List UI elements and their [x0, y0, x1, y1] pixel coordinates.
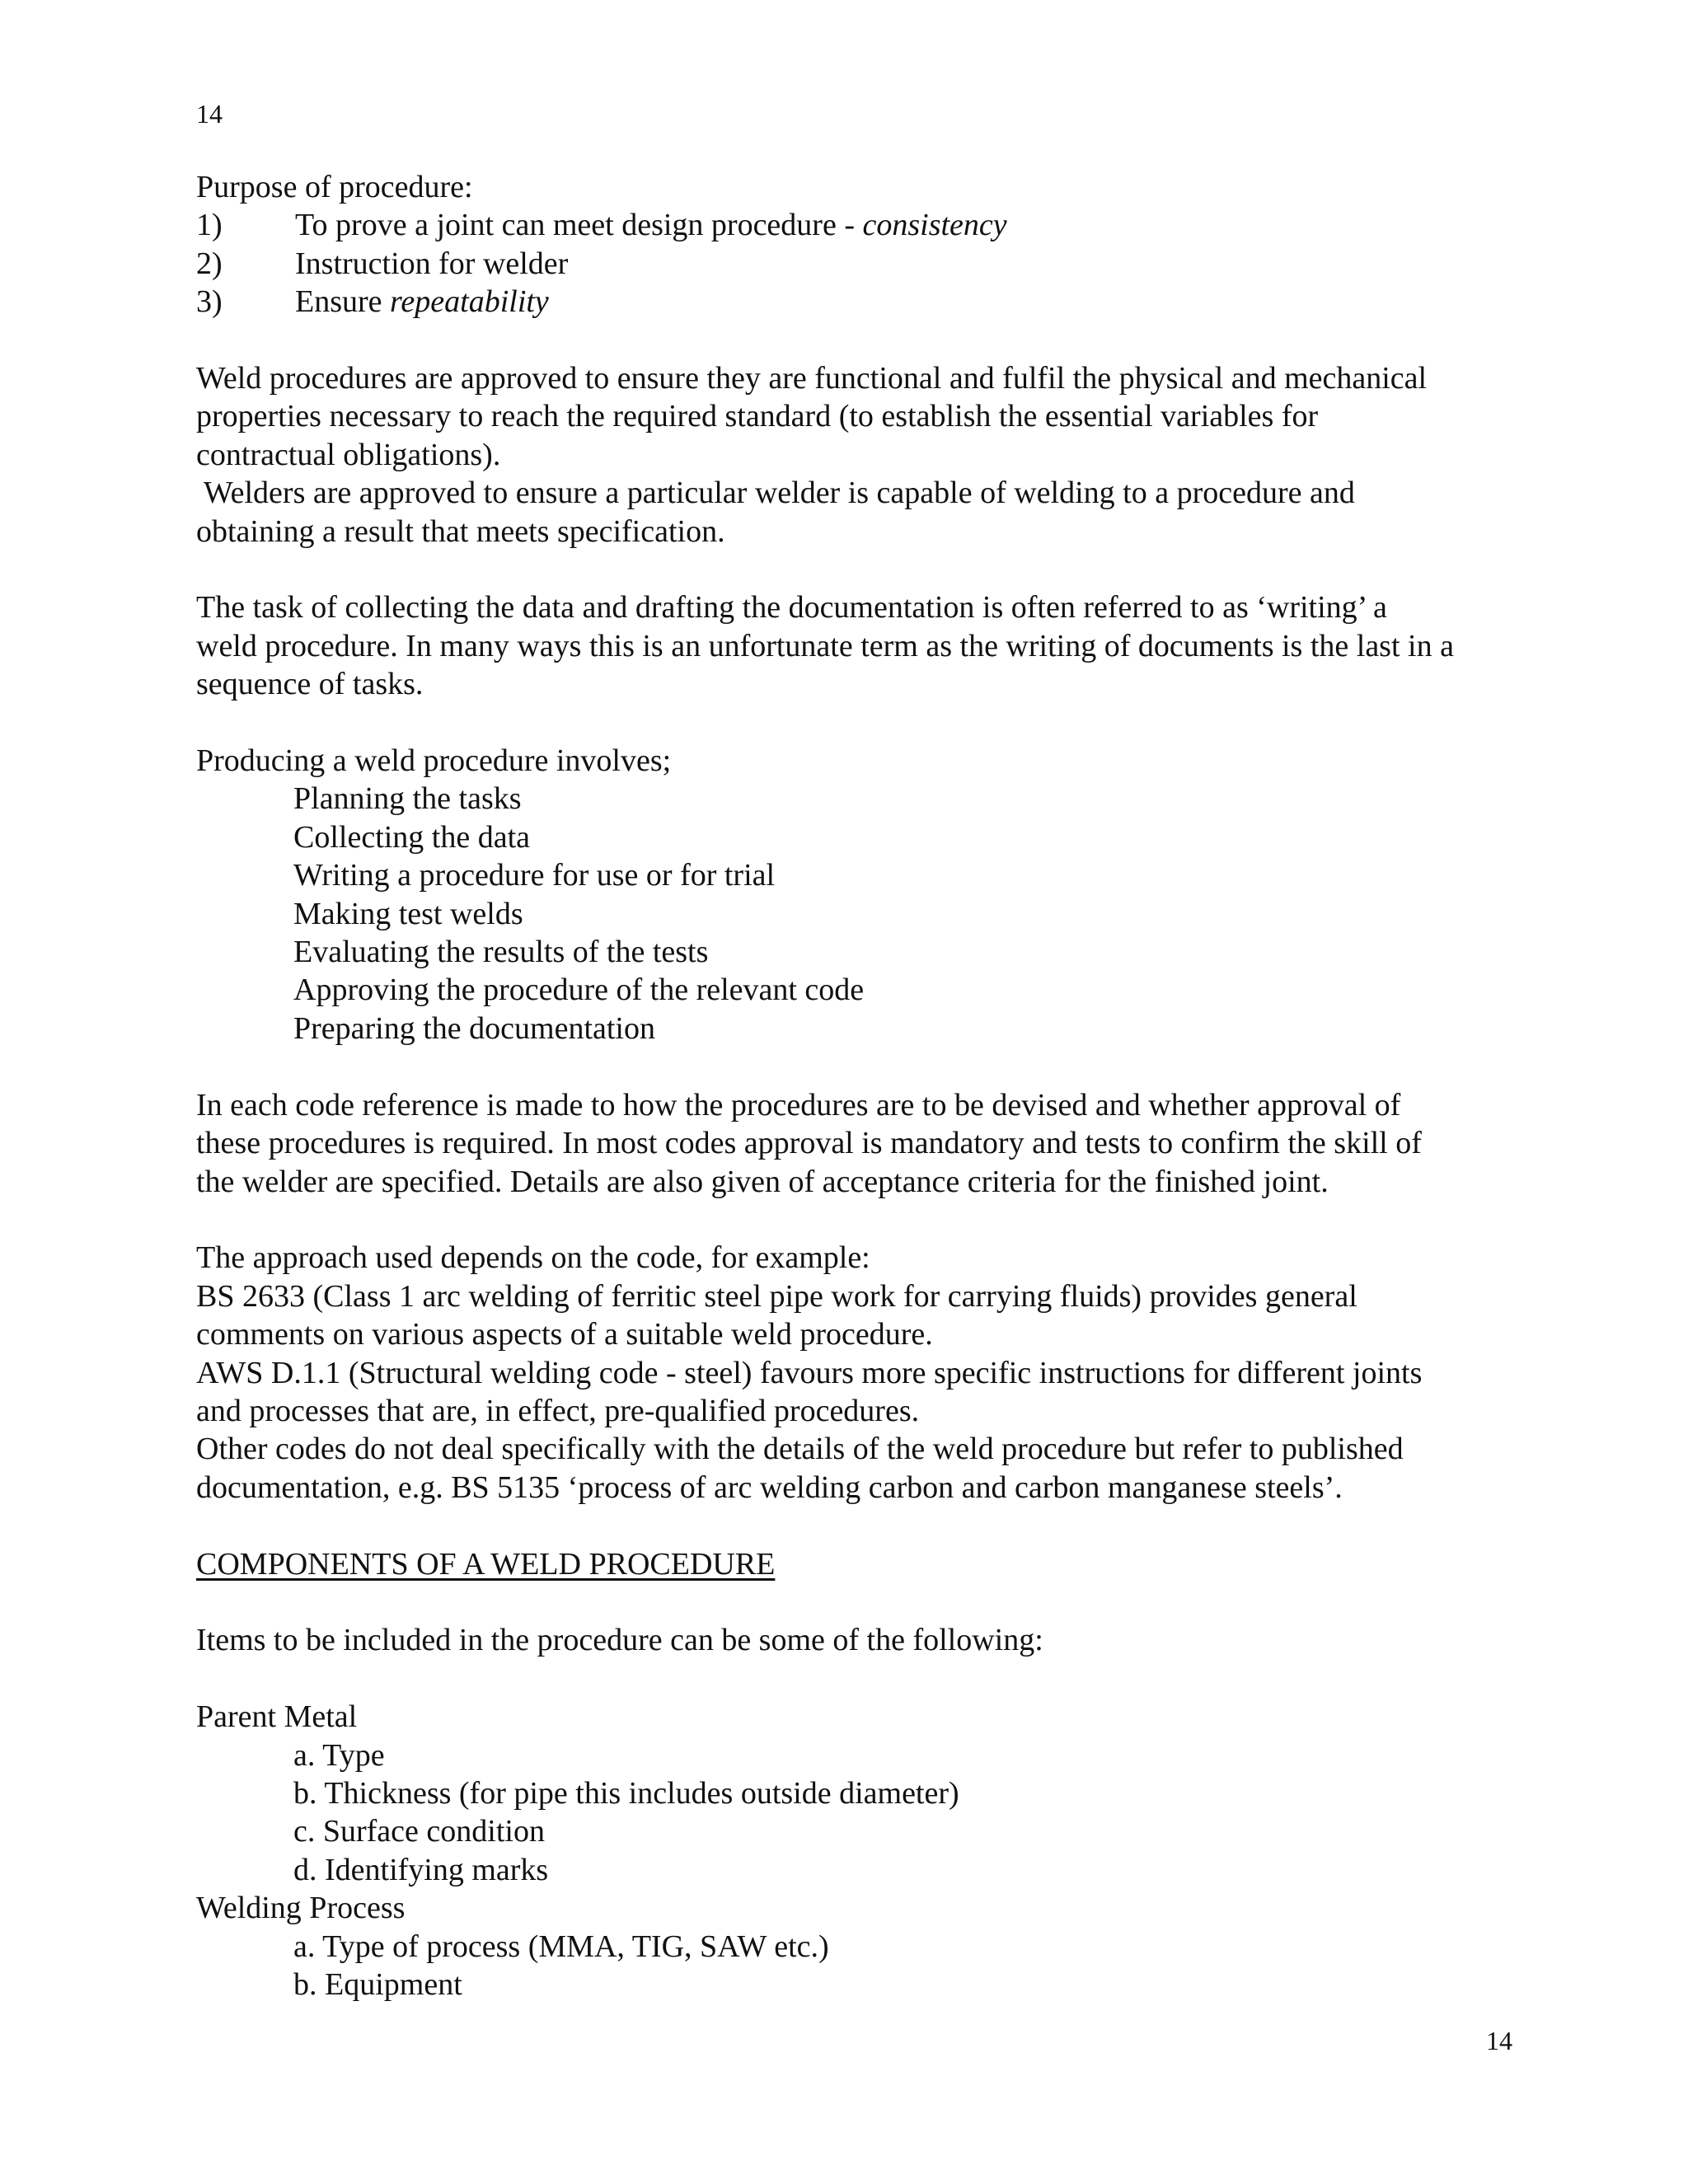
paragraph-line: The task of collecting the data and drafting the documentation is often referred to as ‘writing’ a [196, 590, 1387, 626]
paragraph-line: contractual obligations). [196, 437, 501, 472]
paragraph-line: AWS D.1.1 (Structural welding code - steel) favours more specific instructions for different joints [196, 1355, 1423, 1390]
purpose-item-emphasis: consistency [862, 208, 1007, 243]
producing-item: Collecting the data [293, 819, 531, 855]
producing-item: Approving the procedure of the relevant code [293, 972, 865, 1008]
paragraph-line: In each code reference is made to how the procedures are to be devised and whether approval of [196, 1087, 1401, 1122]
paragraph-line: Welders are approved to ensure a particular welder is capable of welding to a procedure and [196, 476, 1355, 511]
purpose-item-number: 1) [196, 208, 223, 243]
paragraph-line: weld procedure. In many ways this is an unfortunate term as the writing of documents is the last in a [196, 628, 1454, 663]
purpose-item [196, 283, 1515, 321]
parent-metal-item: d. Identifying marks [293, 1852, 549, 1887]
purpose-item-emphasis: repeatability [390, 284, 549, 320]
producing-item: Preparing the documentation [293, 1010, 655, 1046]
paragraph-approval [196, 359, 1515, 551]
welding-process-item: a. Type of process (MMA, TIG, SAW etc.) [293, 1929, 829, 1964]
paragraph-line: comments on various aspects of a suitable weld procedure. [196, 1317, 933, 1352]
purpose-item [196, 206, 1515, 244]
producing-item: Writing a procedure for use or for trial [293, 858, 776, 893]
producing-list [196, 780, 1515, 1047]
paragraph-codes [196, 1086, 1515, 1201]
paragraph-line: properties necessary to reach the required standard (to establish the essential variables for [196, 399, 1319, 434]
purpose-item [196, 245, 1515, 283]
purpose-item-text: Instruction for welder [295, 246, 569, 281]
producing-heading: Producing a weld procedure involves; [196, 743, 672, 779]
paragraph-line: sequence of tasks. [196, 667, 424, 702]
paragraph-line: and processes that are, in effect, pre-qualified procedures. [196, 1393, 920, 1428]
parent-metal-item: a. Type [293, 1737, 385, 1773]
items-intro: Items to be included in the procedure can be some of the following: [196, 1623, 1043, 1658]
paragraph-line: documentation, e.g. BS 5135 ‘process of arc welding carbon and carbon manganese steels’. [196, 1469, 1343, 1505]
section-heading-components: COMPONENTS OF A WELD PROCEDURE [196, 1546, 776, 1582]
welding-process-heading: Welding Process [196, 1891, 406, 1926]
welding-process-list [196, 1928, 1515, 2004]
purpose-heading: Purpose of procedure: [196, 170, 473, 204]
paragraph-line: the welder are specified. Details are also given of acceptance criteria for the finished joint. [196, 1164, 1329, 1199]
paragraph-line: The approach used depends on the code, for example: [196, 1240, 870, 1276]
page-number-top: 14 [196, 99, 223, 129]
page-content [196, 168, 1515, 2004]
parent-metal-item: c. Surface condition [293, 1814, 545, 1849]
paragraph-line: Other codes do not deal specifically with the details of the weld procedure but refer to published [196, 1432, 1404, 1467]
paragraph-line: Weld procedures are approved to ensure they are functional and fulfil the physical and mechanical [196, 361, 1428, 396]
purpose-item-text: To prove a joint can meet design procedure - consistency [295, 208, 1007, 243]
purpose-item-number: 3) [196, 284, 223, 320]
purpose-item-number: 2) [196, 246, 223, 281]
parent-metal-heading: Parent Metal [196, 1699, 358, 1735]
paragraph-line: BS 2633 (Class 1 arc welding of ferritic steel pipe work for carrying fluids) provides general [196, 1278, 1357, 1314]
welding-process-item: b. Equipment [293, 1966, 462, 2002]
parent-metal-list [196, 1736, 1515, 1890]
paragraph-writing [196, 588, 1515, 703]
paragraph-line: these procedures is required. In most codes approval is mandatory and tests to confirm the skill of [196, 1126, 1422, 1161]
page-number-bottom: 14 [1486, 2026, 1512, 2055]
producing-item: Planning the tasks [293, 781, 522, 817]
paragraph-line: obtaining a result that meets specification. [196, 513, 725, 549]
paragraph-approach [196, 1239, 1515, 1507]
parent-metal-item: b. Thickness (for pipe this includes outside diameter) [293, 1775, 959, 1811]
producing-item: Evaluating the results of the tests [293, 935, 709, 970]
producing-item: Making test welds [293, 896, 523, 931]
purpose-item-text: Ensure repeatability [295, 284, 549, 320]
